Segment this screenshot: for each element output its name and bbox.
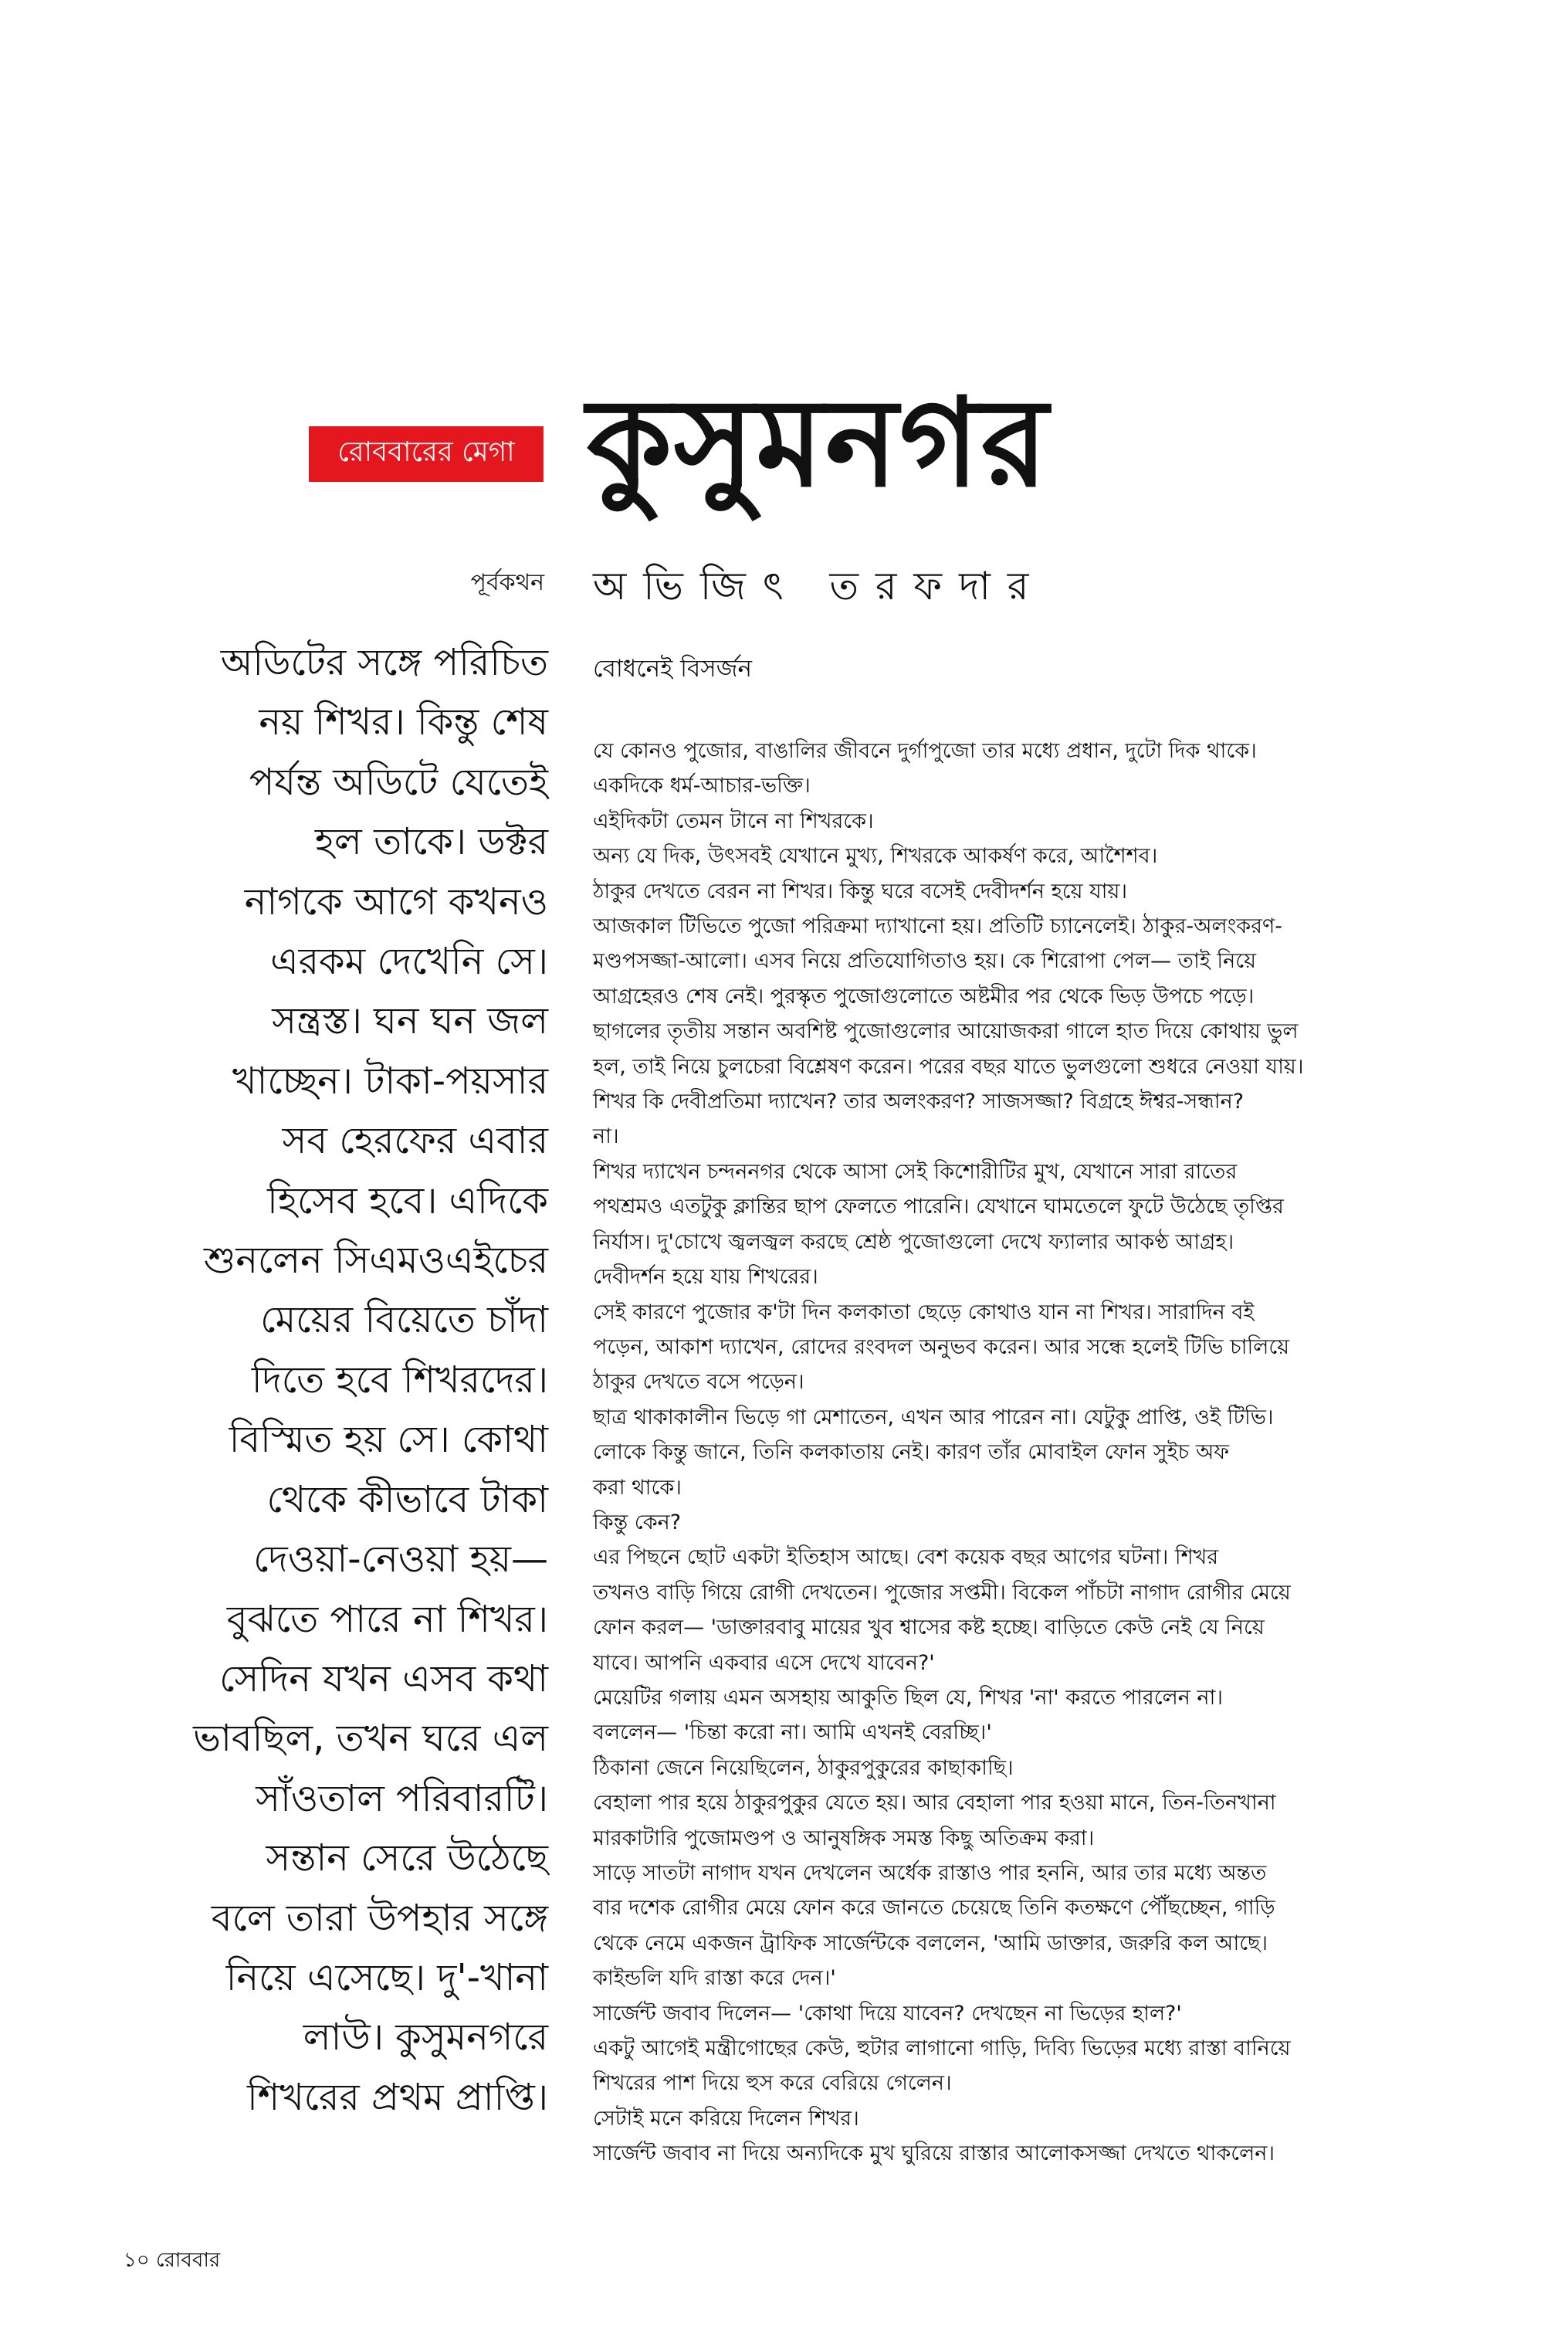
sidebar-line: অডিটের সঙ্গে পরিচিত: [220, 641, 548, 684]
recap-sidebar: [131, 633, 548, 2128]
sidebar-line: পর্যন্ত অডিটে যেতেই: [249, 760, 548, 804]
article-body: [593, 734, 1419, 2172]
sidebar-line: লাউ। কুসুমনগরে: [303, 2016, 548, 2060]
series-label: [309, 426, 544, 482]
body-line: সাড়ে সাতটা নাগাদ যখন দেখলেন অর্ধেক রাস্তাও পার হননি, আর তার মধ্যে অন্তত: [593, 1861, 1267, 1885]
body-line: যে কোনও পুজোর, বাঙালির জীবনে দুর্গাপুজো তার মধ্যে প্রধান, দুটো দিক থাকে।: [593, 739, 1257, 763]
page-footer: ১০ রোববার: [124, 2249, 221, 2272]
sidebar-line: ভাবছিল, তখন ঘরে এল: [193, 1717, 548, 1761]
sidebar-line: নয় শিখর। কিন্তু শেষ: [259, 700, 548, 744]
body-line: বললেন— 'চিন্তা করো না। আমি এখনই বেরচ্ছি।': [593, 1721, 992, 1745]
body-line: শিখর দ্যাখেন চন্দননগর থেকে আসা সেই কিশোরীটির মুখ, যেখানে সারা রাতের: [593, 1159, 1238, 1184]
body-line: তখনও বাড়ি গিয়ে রোগী দেখতেন। পুজোর সপ্তমী। বিকেল পাঁচটা নাগাদ রোগীর মেয়ে: [593, 1580, 1291, 1605]
body-line: কাইন্ডলি যদি রাস্তা করে দেন।': [593, 1966, 836, 1991]
body-line: দেবীদর্শন হয়ে যায় শিখরের।: [593, 1265, 818, 1290]
body-line: ছাগলের তৃতীয় সন্তান অবশিষ্ট পুজোগুলোর আয়োজকরা গালে হাত দিয়ে কোথায় ভুল: [593, 1019, 1299, 1044]
sidebar-line: সেদিন যখন এসব কথা: [219, 1656, 548, 1700]
body-line: বার দশেক রোগীর মেয়ে ফোন করে জানতে চেয়েছে তিনি কতক্ষণে পৌঁছচ্ছেন, গাড়ি: [593, 1896, 1275, 1921]
body-line: ঠাকুর দেখতে বসে পড়েন।: [593, 1370, 804, 1395]
body-line: একদিকে ধর্ম-আচার-ভক্তি।: [593, 774, 811, 799]
sidebar-line: এরকম দেখেনি সে।: [270, 940, 548, 984]
story-title: কুসুমনগর: [587, 372, 1050, 514]
body-line: করা থাকে।: [593, 1475, 682, 1500]
body-line: এইদিকটা তেমন টানে না শিখরকে।: [593, 809, 874, 833]
body-line: নির্যাস। দু'চোখে জ্বলজ্বল করছে শ্রেষ্ঠ পুজোগুলো দেখে ফ্যালার আকণ্ঠ আগ্রহ।: [593, 1229, 1234, 1254]
sidebar-line: শিখরের প্রথম প্রাপ্তি।: [247, 2075, 548, 2119]
body-line: একটু আগেই মন্ত্রীগোছের কেউ, হুটার লাগানো গাড়ি, দিব্যি ভিড়ের মধ্যে রাস্তা বানিয়ে: [593, 2036, 1291, 2061]
body-line: শিখর কি দেবীপ্রতিমা দ্যাখেন? তার অলংকরণ? সাজসজ্জা? বিগ্রহে ঈশ্বর-সন্ধান?: [593, 1090, 1245, 1114]
body-line: ঠাকুর দেখতে বেরন না শিখর। কিন্তু ঘরে বসেই দেবীদর্শন হয়ে যায়।: [593, 879, 1128, 904]
body-line: থেকে নেমে একজন ট্রাফিক সার্জেন্টকে বললেন, 'আমি ডাক্তার, জরুরি কল আছে।: [593, 1931, 1268, 1955]
sidebar-line: মেয়ের বিয়েতে চাঁদা: [260, 1298, 548, 1342]
sidebar-line: সাঁওতাল পরিবারটি।: [256, 1776, 548, 1820]
sidebar-line: বিস্মিত হয় সে। কোথা: [229, 1418, 548, 1462]
sidebar-line: সন্তান সেরে উঠেছে: [266, 1836, 548, 1880]
body-line: আজকাল টিভিতে পুজো পরিক্রমা দ্যাখানো হয়। প্রতিটি চ্যানেলেই। ঠাকুর-অলংকরণ-: [593, 914, 1283, 939]
body-line: ফোন করল— 'ডাক্তারবাবু মায়ের খুব শ্বাসের কষ্ট হচ্ছে। বাড়িতে কেউ নেই যে নিয়ে: [593, 1616, 1265, 1640]
sidebar-line: নাগকে আগে কখনও: [244, 880, 548, 924]
body-line: সার্জেন্ট জবাব দিলেন— 'কোথা দিয়ে যাবেন? দেখছেন না ভিড়ের হাল?': [593, 2001, 1182, 2026]
body-line: শিখরের পাশ দিয়ে হুস করে বেরিয়ে গেলেন।: [593, 2071, 952, 2096]
body-line: যাবে। আপনি একবার এসে দেখে যাবেন?': [593, 1650, 935, 1675]
series-label-text: রোববারের মেগা: [337, 436, 515, 468]
sidebar-line: বলে তারা উপহার সঙ্গে: [211, 1896, 548, 1940]
body-line: না।: [593, 1124, 619, 1149]
body-line: হল, তাই নিয়ে চুলচেরা বিশ্লেষণ করেন। পরের বছর যাতে ভুলগুলো শুধরে নেওয়া যায়।: [593, 1054, 1304, 1079]
section-title: বোধনেই বিসর্জন: [593, 655, 752, 683]
sidebar-line: খাচ্ছেন। টাকা-পয়সার: [232, 1059, 548, 1103]
body-line: ঠিকানা জেনে নিয়েছিলেন, ঠাকুরপুকুরের কাছাকাছি।: [593, 1755, 1014, 1780]
body-line: মণ্ডপসজ্জা-আলো। এসব নিয়ে প্রতিযোগিতাও হয়। কে শিরোপা পেল— তাই নিয়ে: [593, 949, 1256, 974]
sidebar-line: বুঝতে পারে না শিখর।: [226, 1597, 548, 1641]
body-line: সেই কারণে পুজোর ক'টা দিন কলকাতা ছেড়ে কোথাও যান না শিখর। সারাদিন বই: [593, 1300, 1255, 1324]
body-line: সার্জেন্ট জবাব না দিয়ে অন্যদিকে মুখ ঘুরিয়ে রাস্তার আলোকসজ্জা দেখতে থাকলেন।: [593, 2141, 1275, 2166]
author-name: অভিজিৎ তরফদার: [593, 564, 1046, 609]
sidebar-line: দিতে হবে শিখরদের।: [251, 1358, 548, 1402]
body-line: কিন্তু কেন?: [593, 1510, 682, 1534]
body-line: ছাত্র থাকাকালীন ভিড়ে গা মেশাতেন, এখন আর পারেন না। যেটুকু প্রাপ্তি, ওই টিভি।: [593, 1405, 1274, 1429]
body-line: বেহালা পার হয়ে ঠাকুরপুকুর যেতে হয়। আর বেহালা পার হওয়া মানে, তিন-তিনখানা: [593, 1791, 1276, 1816]
body-line: মেয়েটির গলায় এমন অসহায় আকুতি ছিল যে, শিখর 'না' করতে পারলেন না।: [593, 1685, 1224, 1710]
sidebar-line: শুনলেন সিএমওএইচের: [204, 1239, 548, 1283]
sidebar-line: থেকে কীভাবে টাকা: [266, 1477, 548, 1521]
sidebar-line: নিয়ে এসেছে। দু'-খানা: [225, 1955, 548, 1999]
body-line: সেটাই মনে করিয়ে দিলেন শিখর।: [593, 2106, 859, 2131]
body-line: এর পিছনে ছোট একটা ইতিহাস আছে। বেশ কয়েক বছর আগের ঘটনা। শিখর: [593, 1545, 1219, 1570]
recap-kicker: পূর্বকথন: [470, 569, 544, 596]
body-line: মারকাটারি পুজোমণ্ডপ ও আনুষঙ্গিক সমস্ত কিছু অতিক্রম করা।: [593, 1826, 1095, 1850]
body-line: পথশ্রমও এতটুকু ক্লান্তির ছাপ ফেলতে পারেনি। যেখানে ঘামতেলে ফুটে উঠেছে তৃপ্তির: [593, 1195, 1284, 1219]
body-line: পড়েন, আকাশ দ্যাখেন, রোদের রংবদল অনুভব করেন। আর সন্ধে হলেই টিভি চালিয়ে: [593, 1334, 1290, 1359]
sidebar-line: সব হেরফের এবার: [282, 1119, 548, 1163]
body-line: অন্য যে দিক, উৎসবই যেখানে মুখ্য, শিখরকে আকর্ষণ করে, আশৈশব।: [593, 844, 1158, 869]
sidebar-line: দেওয়া-নেওয়া হয়—: [253, 1538, 548, 1582]
sidebar-line: হল তাকে। ডক্টর: [314, 820, 548, 864]
sidebar-line: সন্ত্রস্ত। ঘন ঘন জল: [272, 999, 548, 1043]
body-line: লোকে কিন্তু জানে, তিনি কলকাতায় নেই। কারণ তাঁর মোবাইল ফোন সুইচ অফ: [593, 1440, 1229, 1465]
sidebar-line: হিসেব হবে। এদিকে: [267, 1178, 548, 1222]
body-line: আগ্রহেরও শেষ নেই। পুরস্কৃত পুজোগুলোতে অষ্টমীর পর থেকে ভিড় উপচে পড়ে।: [593, 984, 1255, 1009]
